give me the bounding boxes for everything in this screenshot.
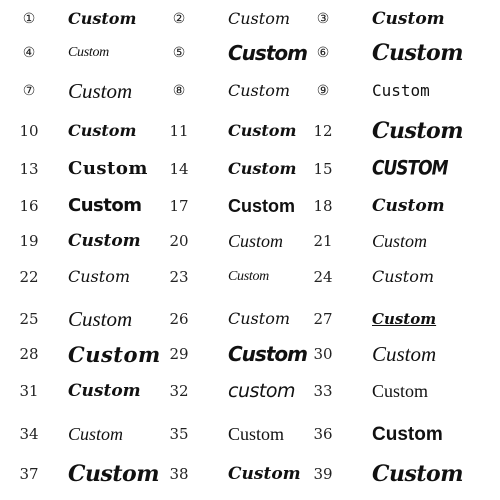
font-sample-item[interactable]: [304, 0, 470, 38]
font-sample-text: Custom: [68, 195, 142, 216]
font-sample-text: Custom: [372, 381, 429, 401]
font-sample-text: Custom: [372, 231, 428, 251]
font-sample-item[interactable]: [10, 150, 176, 188]
font-sample-text: Custom: [68, 230, 141, 251]
font-sample-item[interactable]: [10, 72, 176, 110]
font-sample-number: 37: [19, 465, 39, 483]
font-sample-text: Custom: [372, 341, 437, 366]
font-sample-item[interactable]: [304, 258, 470, 296]
font-sample-number: 19: [19, 232, 39, 250]
font-sample-item[interactable]: [304, 150, 470, 188]
font-sample-item[interactable]: [160, 258, 326, 296]
font-sample-text: Custom: [68, 341, 161, 367]
font-sample-number: 27: [313, 310, 333, 328]
font-sample-number: 15: [313, 160, 333, 178]
font-sample-text: Custom: [228, 231, 284, 251]
font-sample-text: Custom: [228, 269, 269, 284]
font-sample-number: 22: [19, 268, 39, 286]
font-sample-item[interactable]: [160, 0, 326, 38]
font-sample-number: 39: [313, 465, 333, 483]
font-sample-number: 35: [169, 425, 189, 443]
font-sample-number: ④: [22, 45, 36, 61]
font-sample-text: Custom: [228, 196, 295, 216]
font-sample-item[interactable]: [304, 187, 470, 225]
font-sample-number: 36: [313, 425, 333, 443]
font-sample-number: ⑤: [172, 45, 186, 61]
font-sample-text: Custom: [372, 8, 445, 29]
font-sample-text: Custom: [372, 118, 464, 144]
font-sample-number: 25: [19, 310, 39, 328]
font-sample-text: CUSTOM: [372, 156, 448, 180]
font-sample-item[interactable]: [10, 372, 176, 410]
font-sample-number: 24: [313, 268, 333, 286]
font-sample-item[interactable]: [10, 335, 176, 373]
font-sample-item[interactable]: [160, 455, 326, 493]
font-sample-text: Custom: [228, 81, 290, 100]
font-sample-item[interactable]: [10, 415, 176, 453]
font-sample-number: 12: [313, 122, 333, 140]
font-sample-text: Custom: [68, 424, 124, 444]
font-sample-item[interactable]: [304, 300, 470, 338]
font-sample-text: Custom: [68, 121, 137, 140]
font-sample-text: Custom: [228, 309, 290, 328]
font-sample-number: 30: [313, 345, 333, 363]
font-sample-text: Custom: [372, 81, 430, 100]
font-sample-item[interactable]: [10, 222, 176, 260]
font-sample-text: Custom: [68, 306, 133, 331]
font-sample-text: Custom: [372, 423, 443, 445]
font-sample-text: Custom: [228, 9, 290, 28]
font-sample-number: ⑥: [316, 45, 330, 61]
font-sample-text: Custom: [228, 121, 297, 140]
font-sample-number: 26: [169, 310, 189, 328]
font-sample-number: 10: [19, 122, 39, 140]
font-sample-item[interactable]: [160, 72, 326, 110]
font-sample-item[interactable]: [304, 72, 470, 110]
font-sample-number: 20: [169, 232, 189, 250]
font-sample-number: 13: [19, 160, 39, 178]
font-sample-text: Custom: [68, 380, 141, 401]
font-sample-text: Custom: [228, 463, 301, 484]
font-sample-item[interactable]: [160, 415, 326, 453]
font-sample-item[interactable]: [304, 112, 470, 150]
font-sample-text: Custom: [228, 424, 285, 444]
font-sample-number: ③: [316, 11, 330, 27]
font-sample-item[interactable]: [304, 372, 470, 410]
font-sample-number: 32: [169, 382, 189, 400]
font-sample-number: 17: [169, 197, 189, 215]
font-sample-number: 11: [169, 122, 189, 140]
font-sample-item[interactable]: [160, 150, 326, 188]
font-sample-text: Custom: [372, 461, 464, 487]
font-sample-item[interactable]: [10, 0, 176, 38]
font-sample-text: Custom: [68, 78, 133, 103]
font-sample-item[interactable]: [10, 112, 176, 150]
font-sample-text: Custom: [68, 45, 109, 60]
font-sample-number: 33: [313, 382, 333, 400]
font-sample-text: Custom: [372, 267, 434, 286]
font-sample-number: 14: [169, 160, 189, 178]
font-sample-item[interactable]: [10, 34, 176, 72]
font-sample-number: 34: [19, 425, 39, 443]
font-sample-text: Custom: [228, 342, 307, 366]
font-sample-number: ⑧: [172, 83, 186, 99]
font-sample-text: Custom: [68, 158, 148, 179]
font-sample-number: ⑦: [22, 83, 36, 99]
font-sample-item[interactable]: [160, 187, 326, 225]
font-sample-text: Custom: [372, 309, 437, 328]
font-sample-item[interactable]: [304, 222, 470, 260]
font-sample-item[interactable]: [160, 300, 326, 338]
font-sample-text: Custom: [228, 41, 307, 65]
font-sample-number: 18: [313, 197, 333, 215]
font-sample-item[interactable]: [160, 34, 326, 72]
font-sample-item[interactable]: [160, 335, 326, 373]
font-sample-item[interactable]: [304, 34, 470, 72]
font-sample-text: Custom: [228, 159, 297, 178]
font-sample-number: 21: [313, 232, 333, 250]
font-sample-text: Custom: [68, 9, 137, 28]
font-sample-text: Custom: [68, 461, 160, 487]
font-sample-number: 28: [19, 345, 39, 363]
font-sample-number: ②: [172, 11, 186, 27]
font-sample-item[interactable]: [10, 300, 176, 338]
font-sample-number: 23: [169, 268, 189, 286]
font-sample-item[interactable]: [160, 372, 326, 410]
font-sample-number: 31: [19, 382, 39, 400]
font-sample-item[interactable]: [10, 258, 176, 296]
font-sample-item[interactable]: [304, 415, 470, 453]
font-sample-number: ①: [22, 11, 36, 27]
font-sample-text: Custom: [372, 40, 464, 66]
font-sample-number: 16: [19, 197, 39, 215]
font-sample-item[interactable]: [160, 222, 326, 260]
font-sample-number: 38: [169, 465, 189, 483]
font-sample-item[interactable]: [304, 455, 470, 493]
font-sample-item[interactable]: [304, 335, 470, 373]
font-sample-item[interactable]: [160, 112, 326, 150]
font-sample-text: Custom: [68, 267, 130, 286]
font-sample-item[interactable]: [10, 187, 176, 225]
font-sample-text: custom: [228, 379, 295, 402]
font-sample-number: 29: [169, 345, 189, 363]
font-sample-item[interactable]: [10, 455, 176, 493]
font-sample-text: Custom: [372, 195, 445, 216]
font-sample-number: ⑨: [316, 83, 330, 99]
